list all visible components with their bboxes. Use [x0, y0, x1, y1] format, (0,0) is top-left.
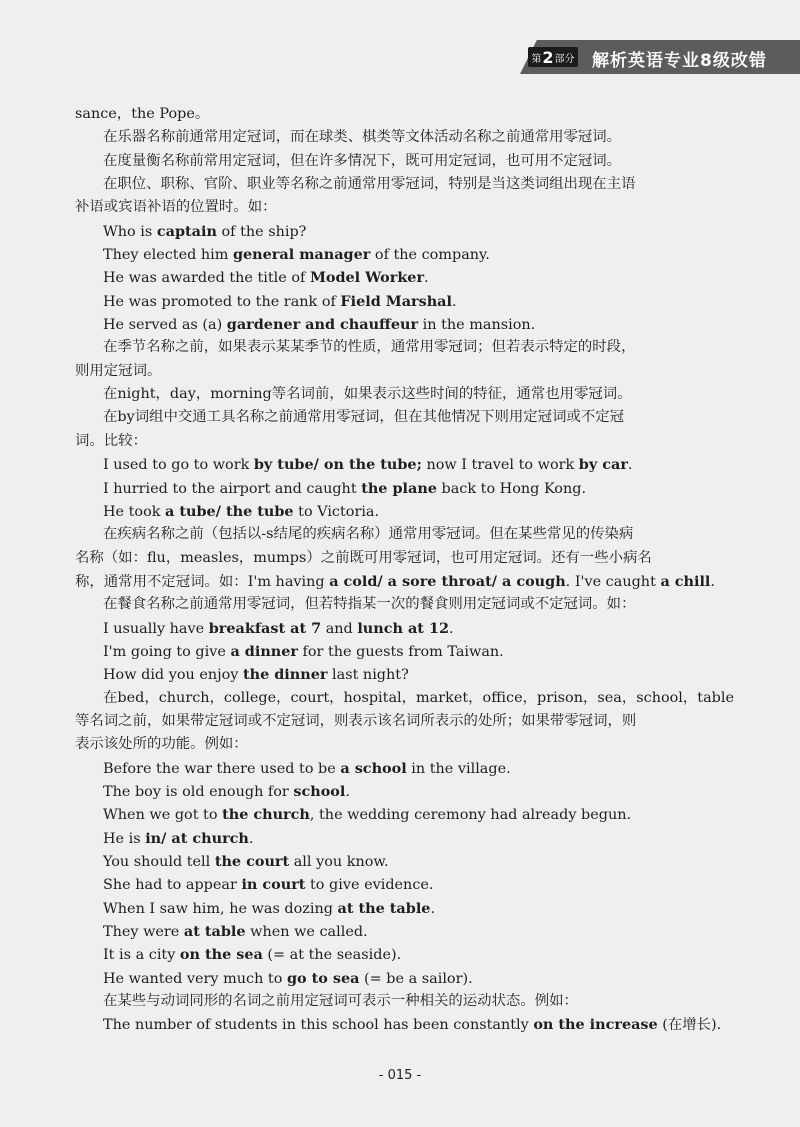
text-run: .	[248, 830, 254, 847]
bold-phrase: on the increase	[533, 1016, 658, 1034]
text-run: I'm going to give	[103, 643, 231, 660]
text-line	[75, 593, 755, 616]
text-run: The number of students in this school has been constantly	[103, 1017, 534, 1034]
text-line	[75, 803, 755, 826]
text-line	[75, 967, 755, 990]
text-line	[75, 687, 755, 710]
bold-phrase: a cold/ a sore throat/ a cough	[329, 572, 566, 590]
text-run: Before the war there used to be	[103, 760, 341, 777]
text-run: to Victoria.	[293, 503, 380, 520]
bold-phrase: a school	[340, 759, 407, 777]
bold-phrase: in court	[241, 876, 306, 894]
text-run: in the village.	[406, 760, 511, 777]
text-run: They elected him	[103, 247, 233, 264]
bold-phrase: the dinner	[242, 666, 328, 684]
text-run: She had to appear	[103, 877, 242, 894]
text-run: .	[448, 620, 454, 637]
bold-phrase: at the table	[337, 899, 431, 917]
text-run: He took	[103, 503, 166, 520]
text-line	[75, 827, 755, 850]
text-line	[75, 360, 755, 383]
text-run: He was promoted to the rank of	[103, 293, 341, 310]
body-text	[75, 103, 755, 1037]
text-line	[75, 920, 755, 943]
text-line	[75, 897, 755, 920]
text-line	[75, 710, 755, 733]
text-run: You should tell	[103, 854, 215, 870]
bold-phrase: by tube/ on the tube;	[253, 456, 422, 474]
text-run: 在餐食名称之前通常用零冠词，但若特指某一次的餐食则用定冠词或不定冠词。如：	[103, 596, 636, 613]
text-line	[75, 453, 755, 476]
part-badge-number: 2	[542, 47, 554, 67]
text-line	[75, 500, 755, 523]
text-line	[75, 220, 755, 243]
text-run: 在某些与动词同形的名词之前用定冠词可表示一种相关的运动状态。例如：	[103, 993, 578, 1010]
bold-phrase: in/ at church	[145, 829, 249, 847]
text-line	[75, 640, 755, 663]
text-line	[75, 850, 755, 873]
text-run: 在度量衡名称前常用定冠词，但在许多情况下，既可用定冠词，也可用不定冠词。	[103, 152, 622, 169]
text-line	[75, 150, 755, 173]
bold-phrase: general manager	[232, 246, 371, 264]
text-line	[75, 290, 755, 313]
text-run: He is	[103, 830, 146, 847]
text-run: .	[345, 783, 350, 800]
text-run: last night?	[327, 667, 409, 684]
text-line	[75, 243, 755, 266]
text-run: .	[430, 900, 436, 917]
text-run: for the guests from Taiwan.	[297, 643, 504, 660]
text-run: back to Hong Kong.	[436, 480, 587, 497]
text-run: 词。比较：	[75, 432, 147, 449]
text-run: 在职位、职称、官阶、职业等名称之前通常用零冠词，特别是当这类词组出现在主语	[103, 176, 636, 193]
text-run: It is a city	[103, 947, 180, 964]
bold-phrase: a tube/ the tube	[165, 502, 294, 520]
text-run: .	[424, 270, 429, 287]
text-line	[75, 1013, 755, 1036]
bold-phrase: the court	[214, 853, 290, 870]
text-run: of the ship?	[216, 223, 307, 240]
text-line	[75, 570, 755, 593]
text-run: 表示该处所的功能。例如：	[75, 736, 248, 753]
text-line	[75, 780, 755, 803]
text-run: He wanted very much to	[103, 970, 287, 987]
text-run: (在增长).	[657, 1017, 722, 1034]
bold-phrase: at table	[183, 923, 246, 941]
running-header-title: 解析英语专业8级改错	[592, 51, 767, 71]
text-run: and	[321, 620, 358, 637]
page-number: - 015 -	[378, 1068, 422, 1083]
text-run: 在night，day，morning等名词前，如果表示这些时间的特征，通常也用零冠词。	[103, 386, 632, 403]
bold-phrase: breakfast at 7	[208, 619, 322, 637]
text-line	[75, 523, 755, 546]
bold-phrase: the plane	[361, 479, 437, 497]
text-run: (= at the seaside).	[262, 947, 402, 964]
part-badge	[528, 47, 578, 67]
text-run: .	[710, 573, 715, 590]
bold-phrase: lunch at 12	[357, 619, 449, 637]
text-line	[75, 943, 755, 966]
text-run: , the wedding ceremony had already begun.	[309, 807, 632, 824]
bold-phrase: a dinner	[230, 642, 298, 660]
text-run: The boy is old enough for	[103, 783, 294, 800]
bold-phrase: school	[293, 782, 346, 800]
text-run: .	[451, 293, 457, 310]
text-run: When I saw him, he was dozing	[103, 900, 338, 917]
text-line	[75, 173, 755, 196]
text-line	[75, 547, 755, 570]
text-run: (= be a sailor).	[359, 970, 473, 987]
text-run: 在季节名称之前，如果表示某某季节的性质，通常用零冠词；但若表示特定的时段，	[103, 339, 636, 356]
text-run: 在by词组中交通工具名称之前通常用零冠词，但在其他情况下则用定冠词或不定冠	[103, 409, 625, 426]
text-run: When we got to	[103, 807, 223, 824]
text-line	[75, 617, 755, 640]
text-run: He was awarded the title of	[103, 270, 310, 287]
text-run: when we called.	[245, 924, 368, 941]
part-badge-prefix: 第	[531, 53, 542, 65]
text-run: 在疾病名称之前（包括以-s结尾的疾病名称）通常用零冠词。但在某些常见的传染病	[103, 526, 634, 543]
text-run: all you know.	[289, 854, 389, 870]
part-badge-suffix: 部分	[554, 53, 575, 65]
text-run: I usually have	[103, 620, 209, 637]
bold-phrase: a chill	[660, 572, 711, 590]
text-line	[75, 126, 755, 149]
text-run: 等名词之前，如果带定冠词或不定冠词，则表示该名词所表示的处所；如果带零冠词，则	[75, 712, 637, 729]
text-line	[75, 873, 755, 896]
text-run: Who is	[103, 223, 157, 240]
text-run: in the mansion.	[418, 317, 536, 334]
bold-phrase: the church	[222, 806, 310, 824]
text-line	[75, 383, 755, 406]
text-line	[75, 313, 755, 336]
text-line	[75, 990, 755, 1013]
bold-phrase: Model Worker	[309, 269, 425, 287]
text-line	[75, 430, 755, 453]
text-run: now I travel to work	[421, 457, 579, 474]
text-run: 补语或宾语补语的位置时。如：	[75, 199, 277, 216]
text-line	[75, 336, 755, 359]
text-line	[75, 196, 755, 219]
bold-phrase: Field Marshal	[340, 292, 452, 310]
text-run: They were	[103, 924, 184, 941]
text-run: of the company.	[370, 247, 490, 264]
text-run: How did you enjoy	[103, 667, 243, 684]
text-run: 在bed，church，college，court，hospital，market，office，prison，sea，school，table	[103, 689, 734, 706]
text-run: . I've caught	[565, 573, 661, 590]
bold-phrase: go to sea	[286, 969, 360, 987]
bold-phrase: on the sea	[179, 946, 263, 964]
bold-phrase: by car	[578, 456, 628, 474]
text-run: sance，the Pope。	[75, 106, 210, 122]
text-line	[75, 103, 755, 126]
text-run: I used to go to work	[103, 457, 254, 474]
bold-phrase: captain	[156, 222, 217, 240]
text-line	[75, 733, 755, 756]
bold-phrase: gardener and chauffeur	[226, 316, 419, 334]
text-line	[75, 266, 755, 289]
text-run: 则用定冠词。	[75, 362, 162, 379]
text-run: .	[627, 457, 633, 474]
text-run: I hurried to the airport and caught	[103, 480, 362, 497]
text-run: to give evidence.	[305, 877, 434, 894]
text-run: He served as (a)	[103, 317, 227, 334]
text-line	[75, 757, 755, 780]
text-line	[75, 406, 755, 429]
text-line	[75, 663, 755, 686]
text-run: 在乐器名称前通常用定冠词，而在球类、棋类等文体活动名称之前通常用零冠词。	[103, 129, 622, 146]
text-run: 名称（如：flu，measles，mumps）之前既可用零冠词，也可用定冠词。还有一些小病名	[75, 549, 652, 566]
text-line	[75, 477, 755, 500]
text-run: 称，通常用不定冠词。如：I'm having	[75, 573, 330, 590]
